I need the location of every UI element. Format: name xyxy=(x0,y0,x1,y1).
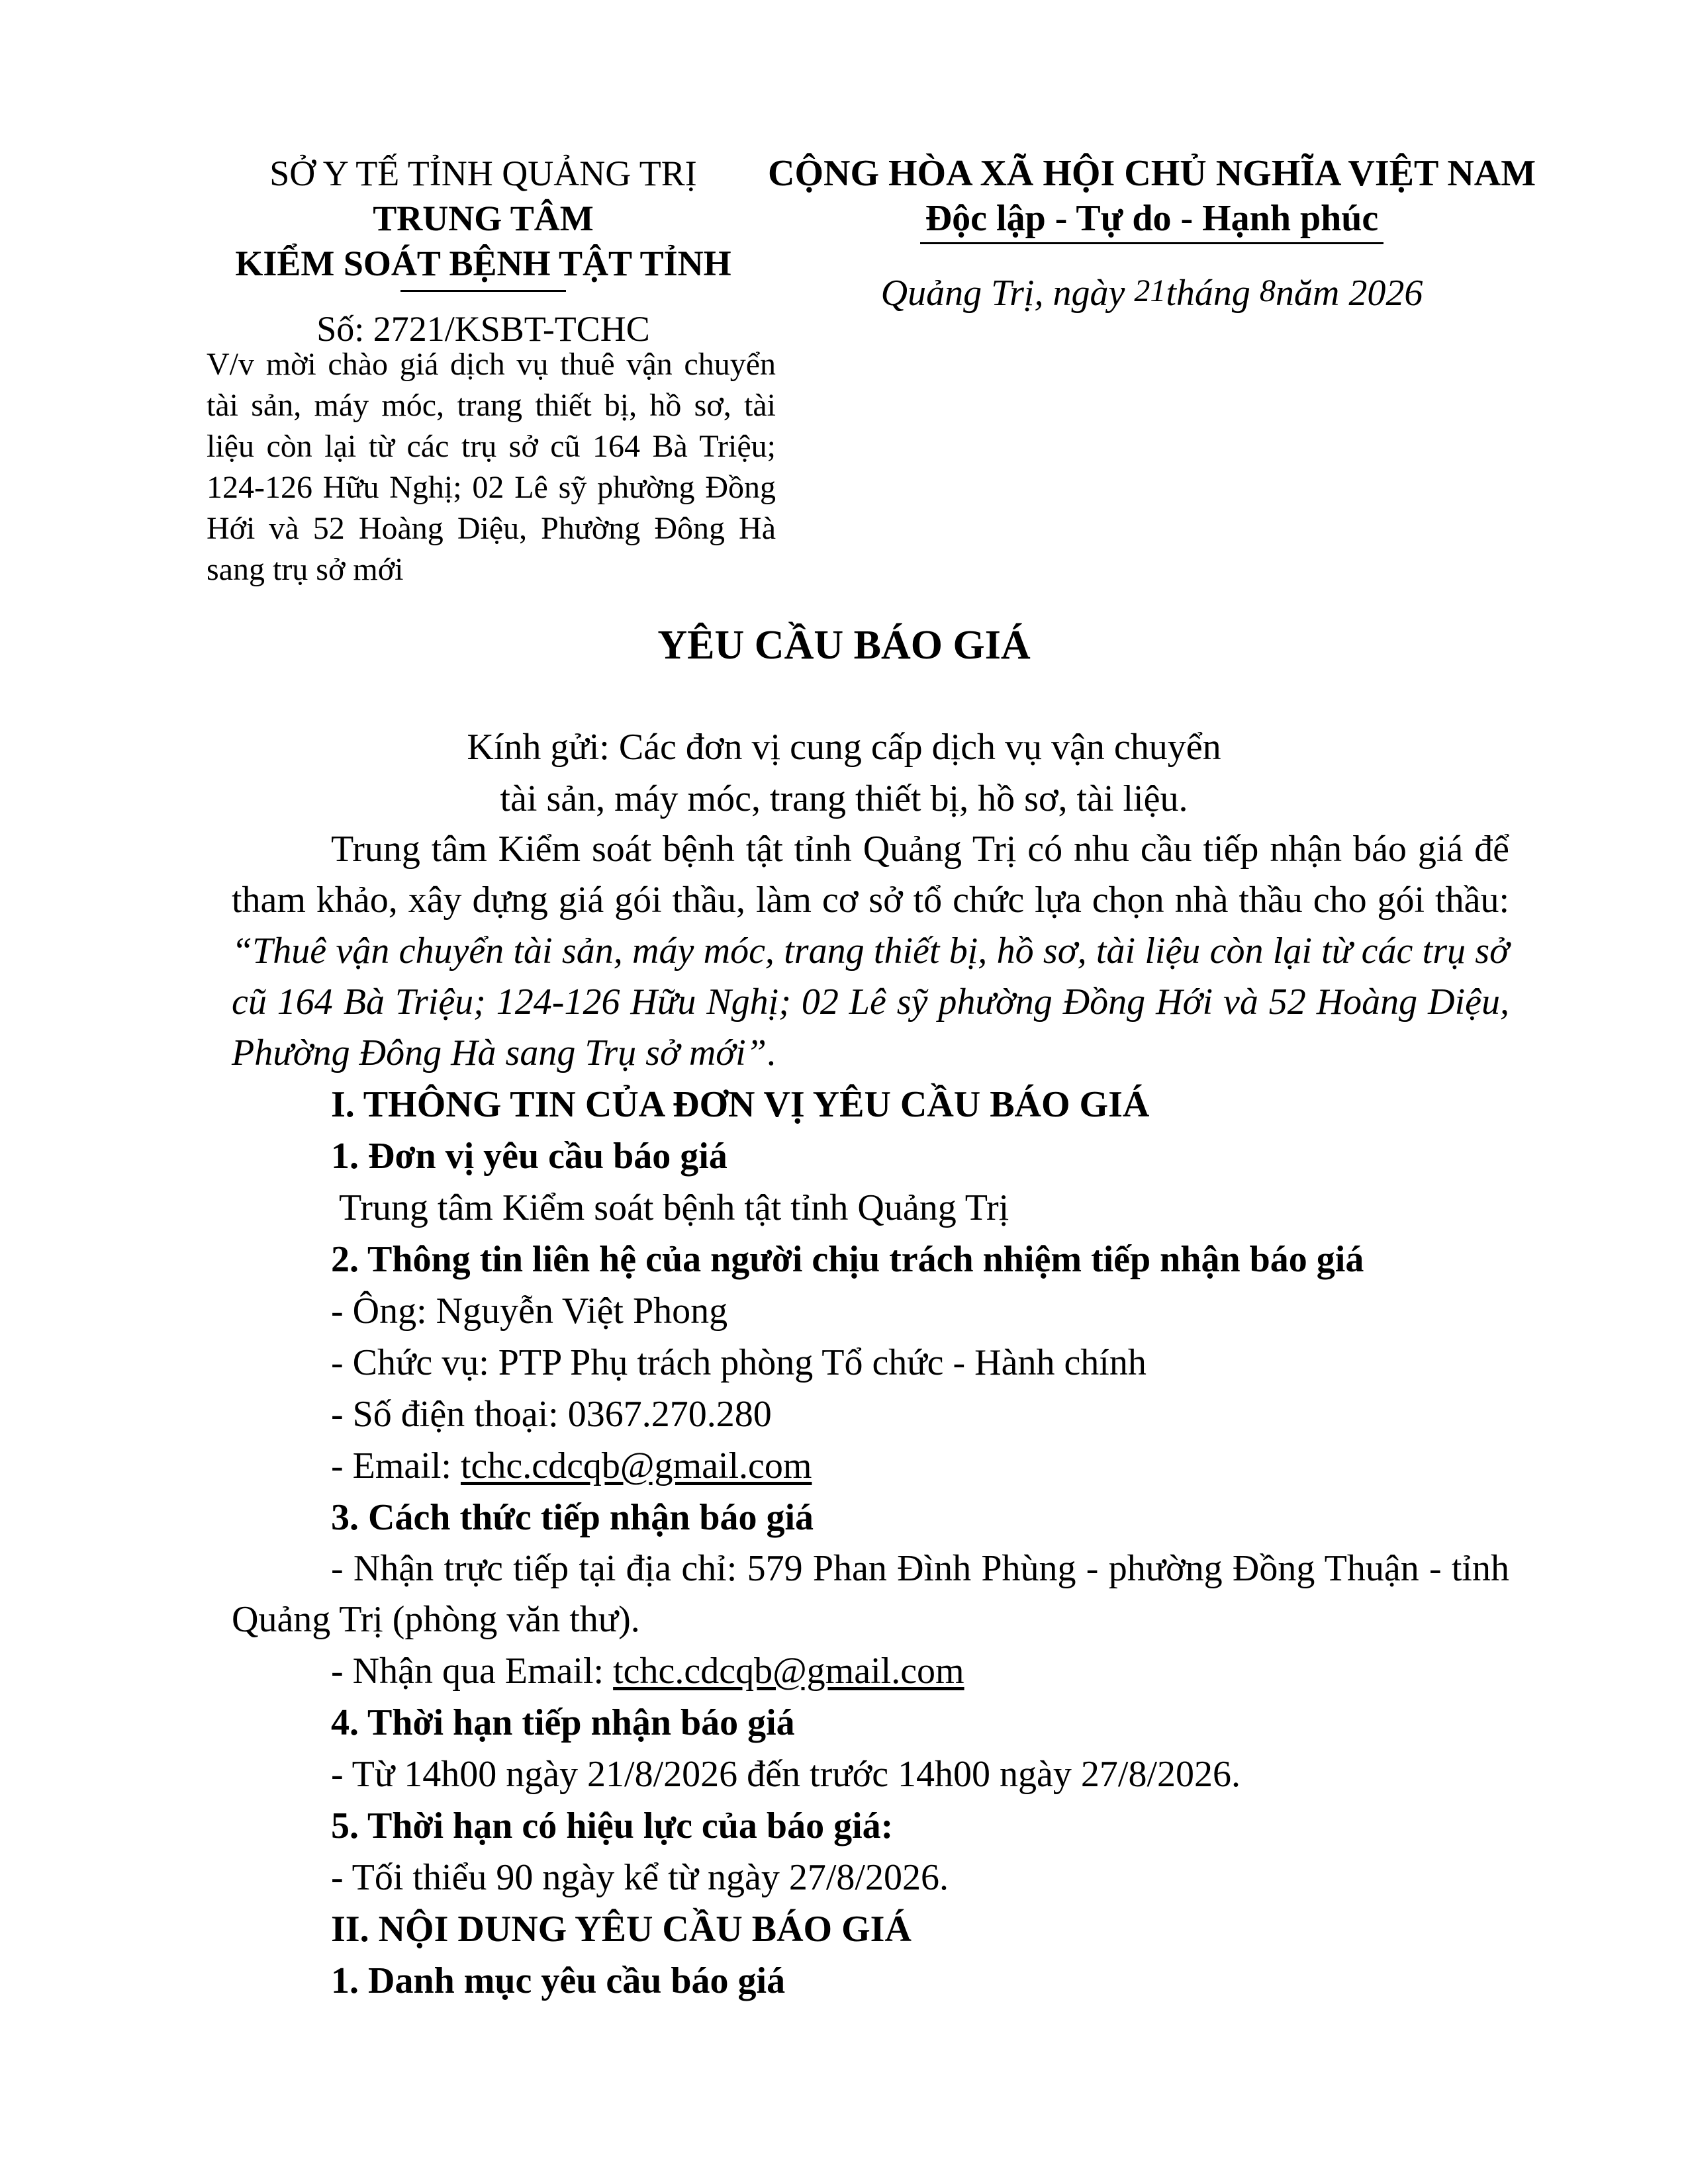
s5-value: Tối thiểu 90 ngày kể từ ngày 27/8/2026. xyxy=(343,1857,949,1898)
national-header xyxy=(768,151,1536,318)
s3-direct: - Nhận trực tiếp tại địa chỉ: 579 Phan Đình Phùng - phường Đồng Thuận - tỉnh Quảng Trị (phòng văn thư). xyxy=(232,1548,1509,1640)
recipient-block xyxy=(0,721,1688,825)
s3-email-line xyxy=(232,1645,1509,1697)
s1-value: Trung tâm Kiểm soát bệnh tật tỉnh Quảng Trị xyxy=(339,1187,1009,1228)
s2-heading: 2. Thông tin liên hệ của người chịu trách nhiệm tiếp nhận báo giá xyxy=(331,1239,1364,1280)
contact-phone: - Số điện thoại: 0367.270.280 xyxy=(331,1394,772,1435)
place-prefix: Quảng Trị, ngày xyxy=(880,273,1125,314)
date-day: 21 xyxy=(1134,273,1166,308)
package-name: “Thuê vận chuyển tài sản, máy móc, trang thiết bị, hồ sơ, tài liệu còn lại từ các trụ sở cũ 164 Bà Triệu; 124-126 Hữu Nghị; 02 Lê sỹ phường Đồng Hới và 52 Hoàng Diệu, Phường Đông Hà sang Trụ sở mới” xyxy=(232,931,1509,1073)
s5-heading: 5. Thời hạn có hiệu lực của báo giá: xyxy=(331,1805,894,1846)
month-label: tháng xyxy=(1166,273,1250,314)
s4-heading: 4. Thời hạn tiếp nhận báo giá xyxy=(331,1702,795,1743)
org-underline xyxy=(400,290,566,292)
recipient-line2: tài sản, máy móc, trang thiết bị, hồ sơ, tài liệu. xyxy=(500,778,1188,819)
contact-email-link[interactable]: tchc.cdcqb@gmail.com xyxy=(460,1445,812,1486)
org-name-line2: KIỂM SOÁT BỆNH TẬT TỈNH xyxy=(235,244,731,283)
doc-number-suffix: /KSBT-TCHC xyxy=(444,309,650,349)
intro-text: Trung tâm Kiểm soát bệnh tật tỉnh Quảng Trị có nhu cầu tiếp nhận báo giá để tham khảo, xây dựng giá gói thầu, làm cơ sở tổ chức lựa chọn nhà thầu cho gói thầu: xyxy=(232,829,1509,921)
contact-email-line xyxy=(232,1440,1509,1492)
place-date xyxy=(768,271,1536,318)
s3-heading: 3. Cách thức tiếp nhận báo giá xyxy=(331,1497,814,1538)
document-title: YÊU CẦU BÁO GIÁ xyxy=(657,623,1031,668)
agency-name: SỞ Y TẾ TỈNH QUẢNG TRỊ xyxy=(269,154,697,193)
s3-email-link[interactable]: tchc.cdcqb@gmail.com xyxy=(613,1651,964,1692)
section2-s1-heading: 1. Danh mục yêu cầu báo giá xyxy=(331,1960,786,2001)
date-month: 8 xyxy=(1259,273,1276,308)
contact-name: - Ông: Nguyễn Việt Phong xyxy=(331,1291,728,1332)
contact-email-label: - Email: xyxy=(331,1445,461,1486)
intro-paragraph xyxy=(232,824,1509,1079)
intro-end: . xyxy=(766,1032,776,1073)
doc-number-prefix: Số: xyxy=(316,309,365,349)
motto-underline xyxy=(920,242,1383,244)
document-subject: V/v mời chào giá dịch vụ thuê vận chuyển tài sản, máy móc, trang thiết bị, hồ sơ, tài liệu còn lại từ các trụ sở cũ 164 Bà Triệu; 124-126 Hữu Nghị; 02 Lê sỹ phường Đồng Hới và 52 Hoàng Diệu, Phường Đông Hà sang trụ sở mới xyxy=(207,347,776,587)
recipient-line1: Kính gửi: Các đơn vị cung cấp dịch vụ vận chuyển xyxy=(467,727,1221,768)
issuer-block xyxy=(199,151,768,351)
s4-value: - Từ 14h00 ngày 21/8/2026 đến trước 14h00 ngày 27/8/2026. xyxy=(331,1754,1241,1795)
doc-number-value: 2721 xyxy=(373,309,445,349)
section2-heading: II. NỘI DUNG YÊU CẦU BÁO GIÁ xyxy=(331,1909,912,1950)
s5-value-line xyxy=(232,1852,1509,1903)
nation-title: CỘNG HÒA XÃ HỘI CHỦ NGHĨA VIỆT NAM xyxy=(768,153,1536,194)
s3-email-label: - Nhận qua Email: xyxy=(331,1651,614,1692)
section1-heading: I. THÔNG TIN CỦA ĐƠN VỊ YÊU CẦU BÁO GIÁ xyxy=(331,1084,1150,1125)
org-name-line1: TRUNG TÂM xyxy=(373,199,594,238)
s5-dash: - xyxy=(331,1857,344,1898)
year-label: năm 2026 xyxy=(1275,273,1423,314)
contact-position: - Chức vụ: PTP Phụ trách phòng Tổ chức - Hành chính xyxy=(331,1342,1147,1383)
national-motto: Độc lập - Tự do - Hạnh phúc xyxy=(925,198,1379,239)
document-body xyxy=(232,824,1509,2007)
s1-heading: 1. Đơn vị yêu cầu báo giá xyxy=(331,1136,727,1177)
